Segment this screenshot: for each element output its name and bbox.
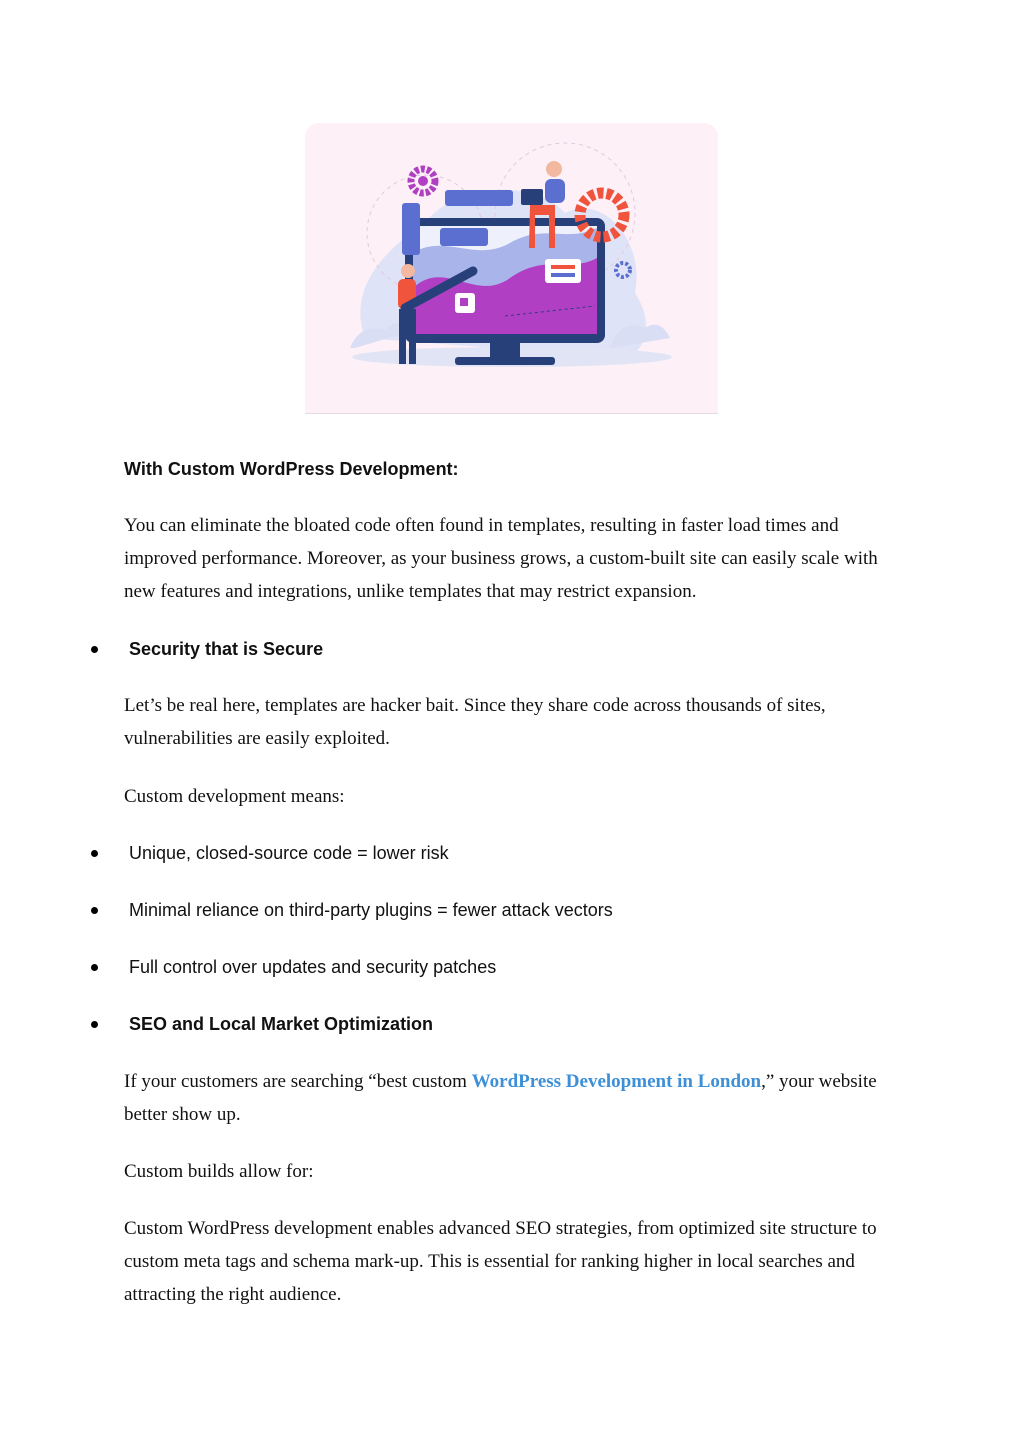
web-development-illustration xyxy=(305,123,718,413)
intro-paragraph: You can eliminate the bloated code often found in templates, resulting in faster load times and improved performance. Moreover, as your business grows, a custom-built site can easily scale with new features and integrations, unlike templates that may restrict expansion. xyxy=(124,515,878,602)
seo-paragraph-start: If your customers are searching “best custom xyxy=(124,1071,472,1092)
bullet-icon xyxy=(91,1021,98,1028)
bullet-icon xyxy=(91,907,98,914)
bullet-icon xyxy=(91,964,98,971)
bullet-icon xyxy=(91,850,98,857)
seo-heading: SEO and Local Market Optimization xyxy=(129,1014,434,1034)
security-heading: Security that is Secure xyxy=(129,639,324,659)
list-item-text: Minimal reliance on third-party plugins = fewer attack vectors xyxy=(129,900,613,920)
wordpress-development-london-link[interactable]: WordPress Development in London xyxy=(471,1071,762,1092)
section-heading: With Custom WordPress Development: xyxy=(124,459,459,479)
list-item-text: Full control over updates and security patches xyxy=(129,957,497,977)
closing-paragraph: Custom WordPress development enables advanced SEO strategies, from optimized site structure to custom meta tags and schema mark-up. This is essential for ranking higher in local searches and attracting the right audience. xyxy=(124,1218,877,1305)
seo-paragraph xyxy=(124,1065,904,1131)
seo-paragraph-end: ,” your website better show up. xyxy=(124,1071,877,1125)
hero-illustration xyxy=(305,123,718,414)
security-paragraph: Let’s be real here, templates are hacker bait. Since they share code across thousands of sites, vulnerabilities are easily exploited. xyxy=(124,695,826,749)
builds-intro: Custom builds allow for: xyxy=(124,1161,314,1182)
means-intro: Custom development means: xyxy=(124,786,345,807)
list-item-text: Unique, closed-source code = lower risk xyxy=(129,843,449,863)
bullet-icon xyxy=(91,646,98,653)
